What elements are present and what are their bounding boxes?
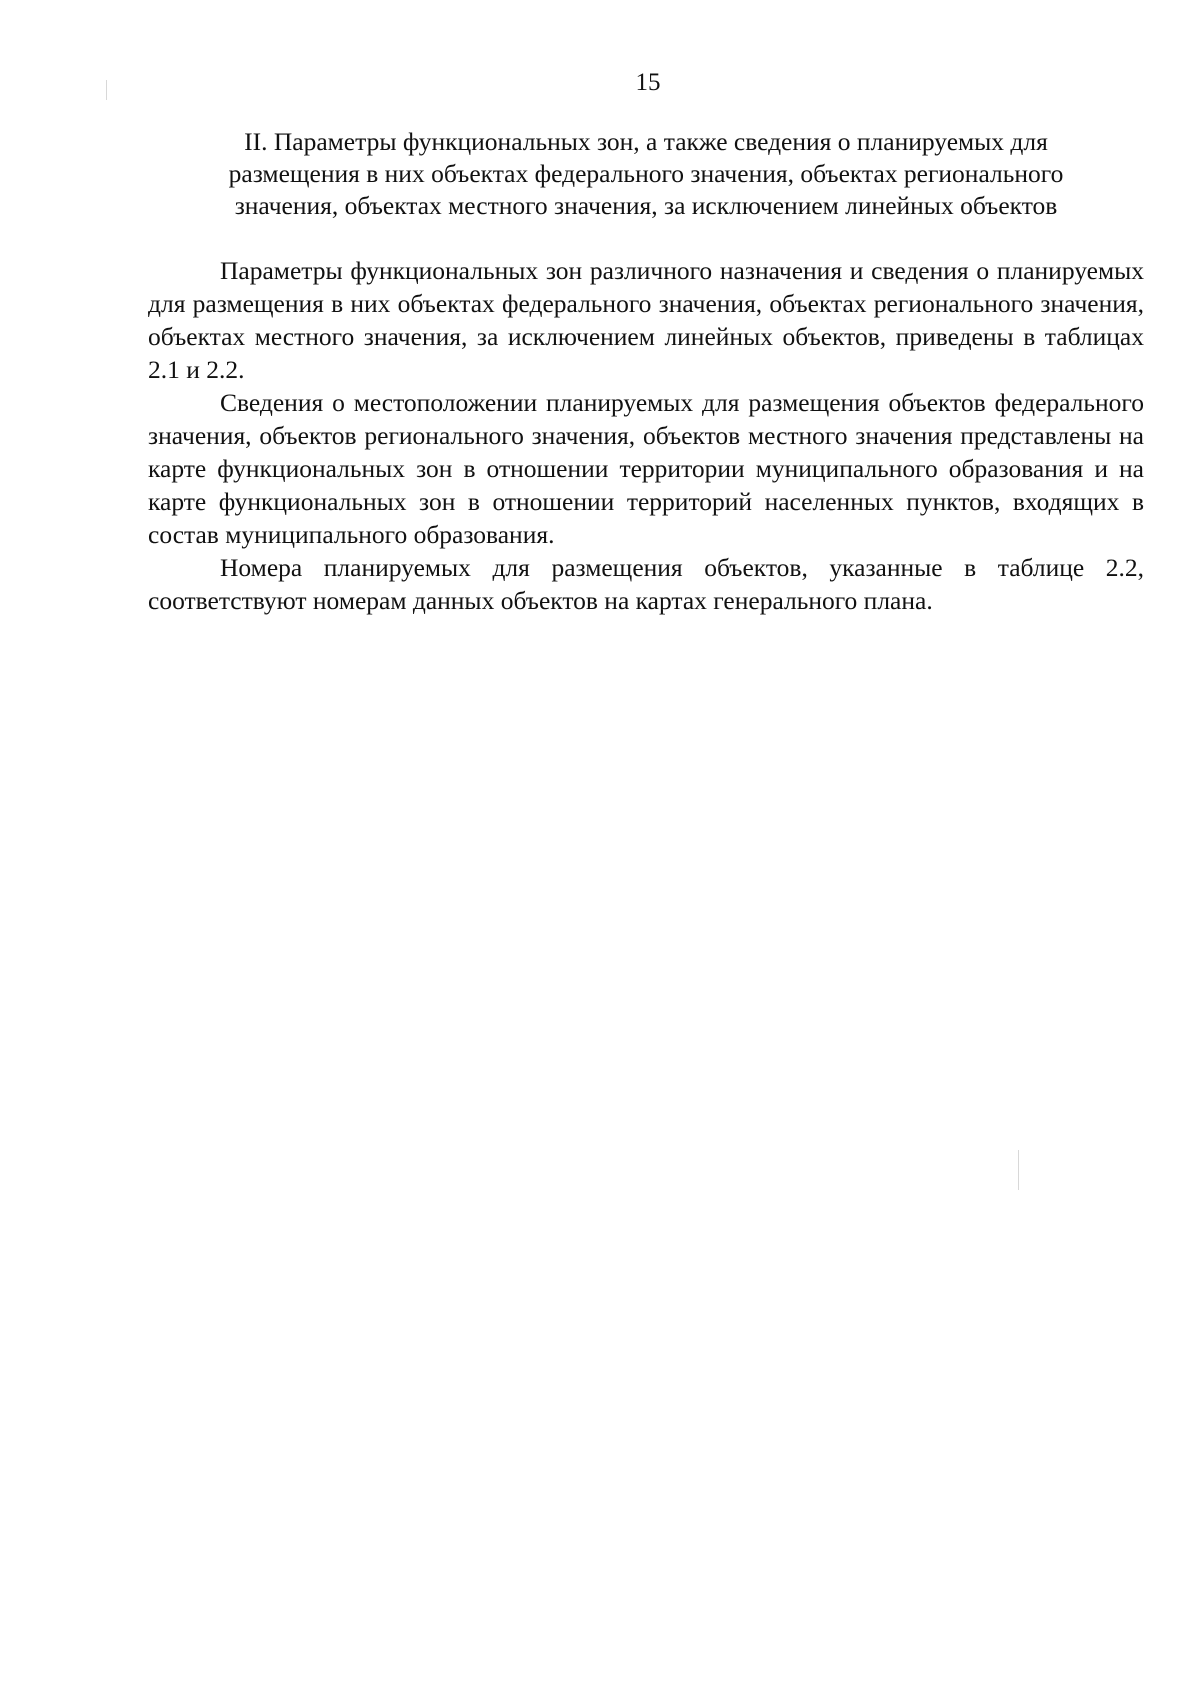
body-text bbox=[148, 254, 1144, 617]
page-number: 15 bbox=[635, 69, 661, 96]
paragraph: Параметры функциональных зон различного назначения и сведения о планируемых для размещения в них объектах федерального значения, объектах регионального значения, объектах местного значения, за исключением линейных объектов, приведены в таблицах 2.1 и 2.2. bbox=[148, 256, 1144, 384]
scan-artifact-line bbox=[106, 80, 107, 100]
paragraph: Номера планируемых для размещения объектов, указанные в таблице 2.2, соответствуют номерам данных объектов на картах генерального плана. bbox=[148, 553, 1144, 615]
scan-artifact-line bbox=[1018, 1150, 1019, 1190]
section-heading: II. Параметры функциональных зон, а также сведения о планируемых для размещения в них объектах федерального значения, объектах регионального значения, объектах местного значения, за исключением линейных объектов bbox=[228, 127, 1064, 220]
paragraph: Сведения о местоположении планируемых для размещения объектов федерального значения, объектов регионального значения, объектов местного значения представлены на карте функциональных зон в отношении территории муниципального образования и на карте функциональных зон в отношении территорий населенных пунктов, входящих в состав муниципального образования. bbox=[148, 388, 1144, 549]
